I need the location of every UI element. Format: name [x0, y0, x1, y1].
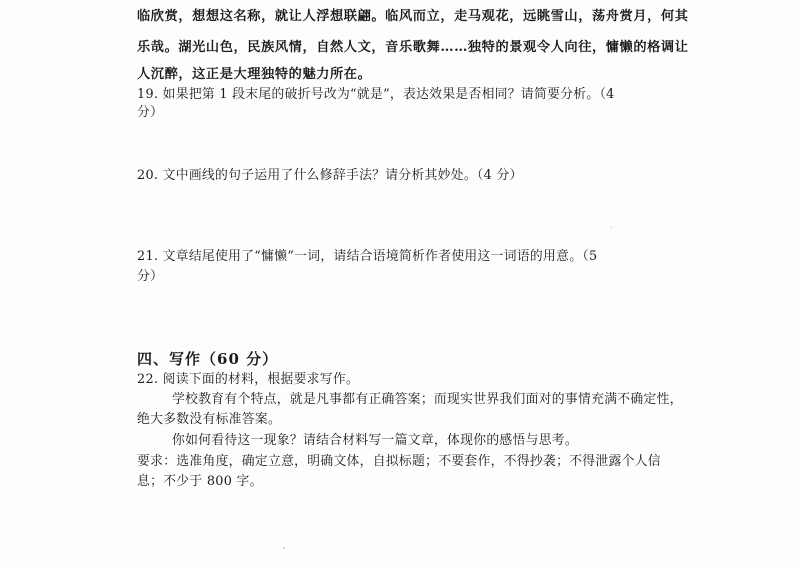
- question-19-line-2: 分）: [137, 105, 164, 120]
- writing-prompt: 你如何看待这一现象？请结合材料写一篇文章，体现你的感悟与思考。: [172, 433, 579, 448]
- scan-speck: [610, 226, 612, 228]
- requirements-line-1: 要求：选准角度，确定立意，明确文体，自拟标题；不要套作，不得抄袭；不得泄露个人信: [137, 454, 661, 469]
- question-22-intro: 22. 阅读下面的材料，根据要求写作。: [137, 372, 360, 387]
- scan-speck: [283, 547, 285, 549]
- question-20: 20. 文中画线的句子运用了什么修辞手法？请分析其妙处。（4 分）: [137, 168, 523, 183]
- question-19-line-1: 19. 如果把第 1 段末尾的破折号改为“就是”，表达效果是否相同？请简要分析。（4: [137, 87, 615, 102]
- question-21-line-2: 分）: [137, 269, 164, 284]
- material-line-1: 学校教育有个特点，就是凡事都有正确答案；而现实世界我们面对的事情充满不确定性，: [172, 392, 683, 407]
- material-line-2: 绝大多数没有标准答案。: [137, 412, 282, 427]
- writing-section-title: 四、写作（60 分）: [137, 350, 279, 368]
- question-21-line-1: 21. 文章结尾使用了“慵懒”一词，请结合语境简析作者使用这一词语的用意。（5: [137, 249, 598, 264]
- passage-line-3: 人沉醉，这正是大理独特的魅力所在。: [137, 67, 372, 82]
- passage-line-1: 临欣赏，想想这名称，就让人浮想联翩。临风而立，走马观花，远眺雪山，荡舟赏月，何其: [137, 9, 689, 24]
- passage-line-2: 乐哉。湖光山色，民族风情，自然人文，音乐歌舞……独特的景观令人向往，慵懒的格调让: [137, 40, 689, 55]
- requirements-line-2: 息；不少于 800 字。: [137, 474, 263, 489]
